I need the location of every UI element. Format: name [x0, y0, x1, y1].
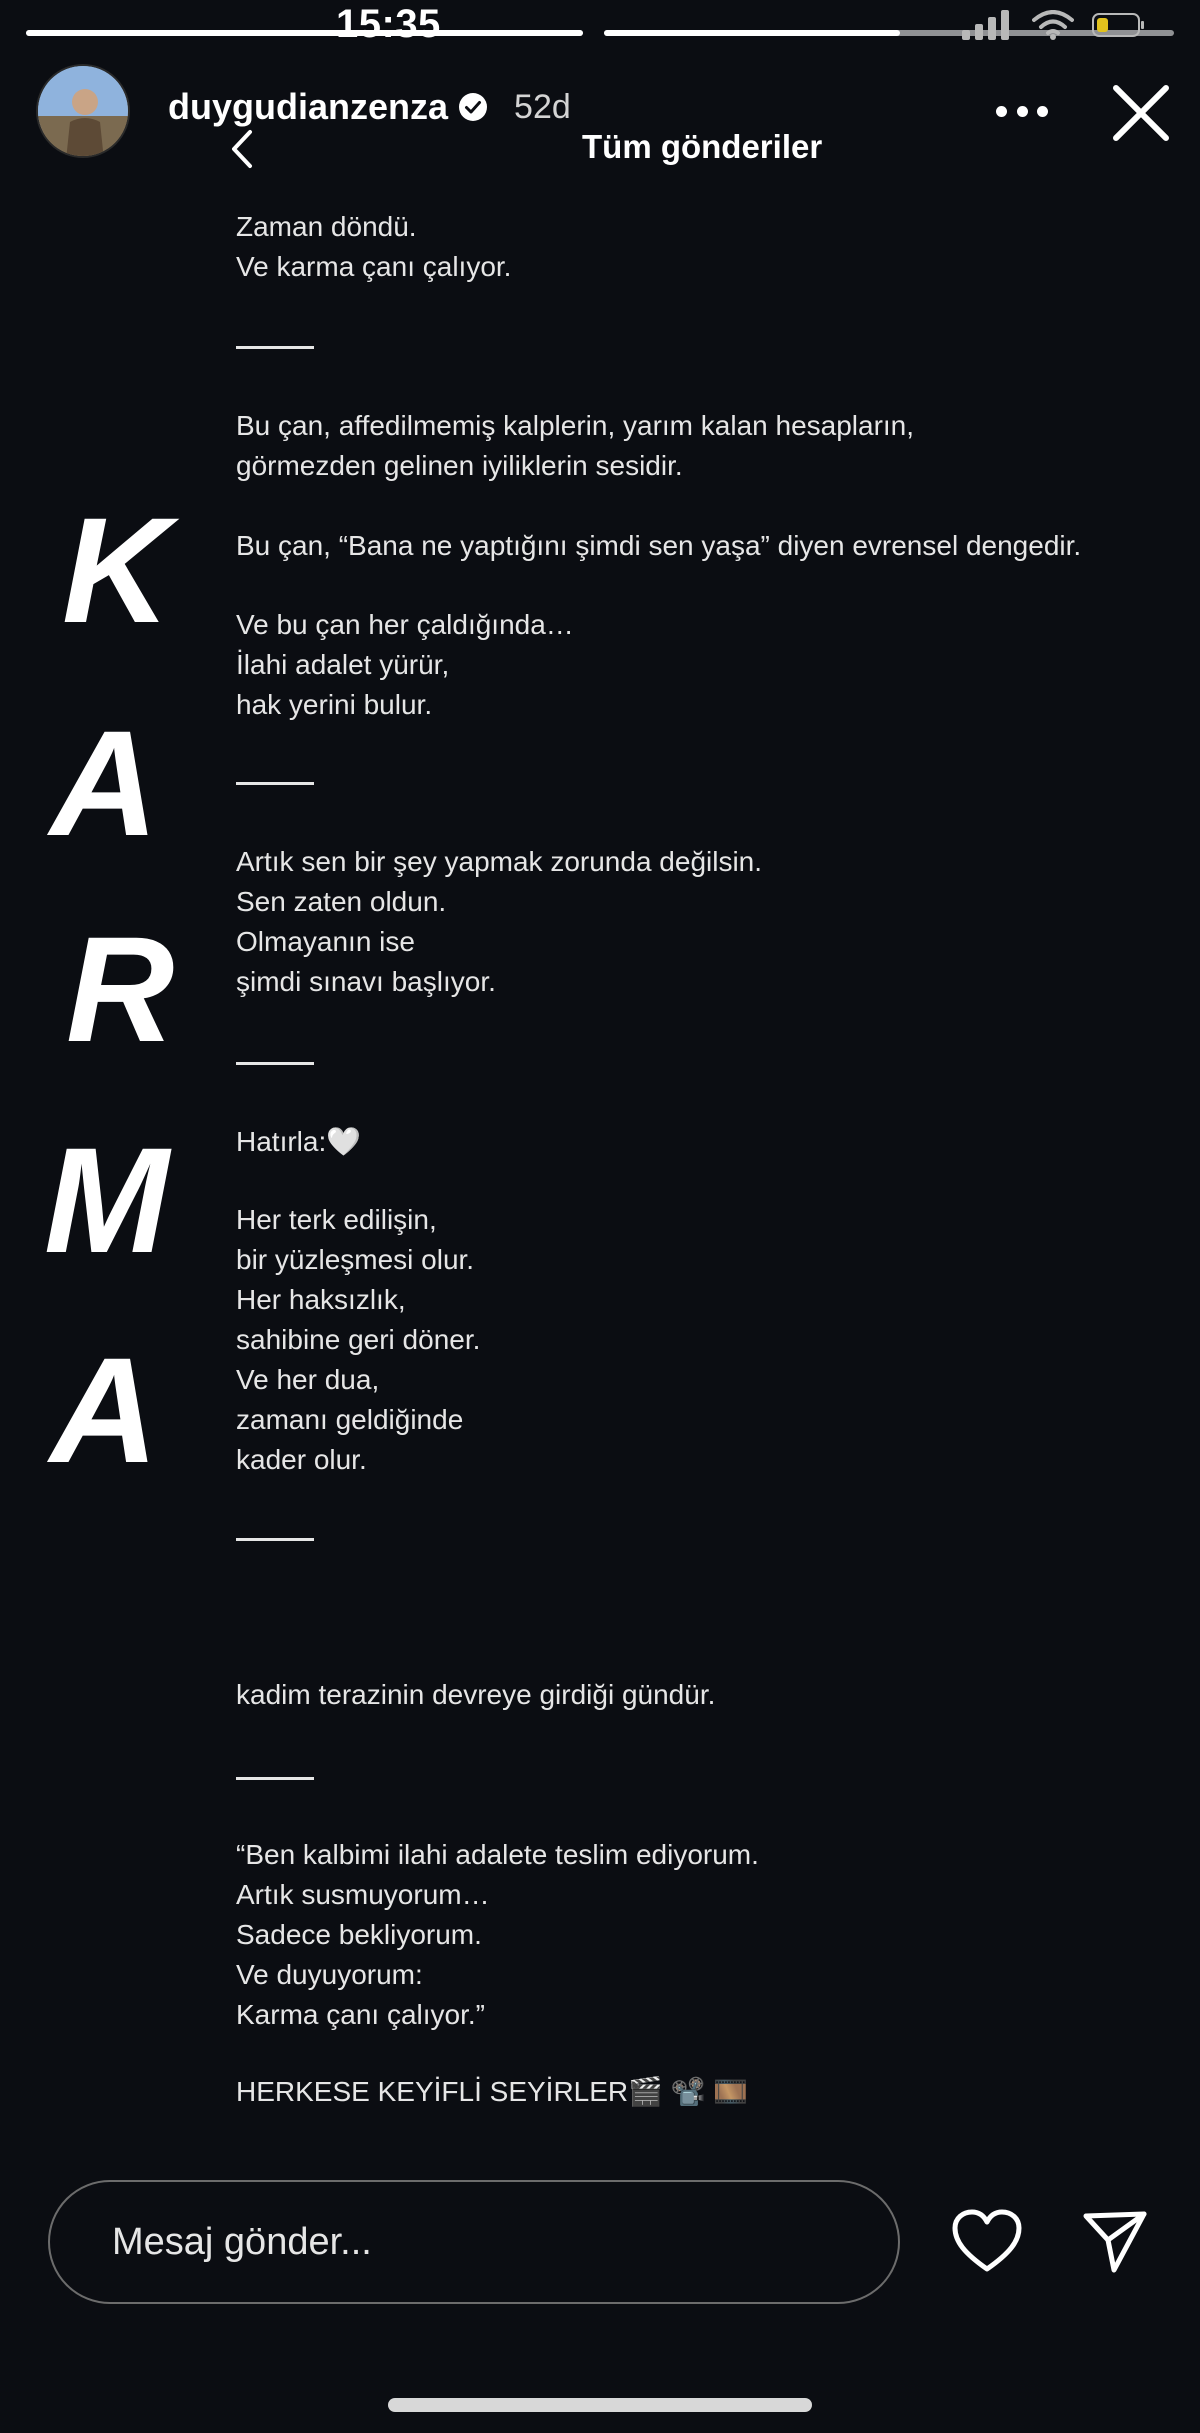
username-row[interactable] — [168, 86, 571, 128]
story-progress-fill-1 — [26, 30, 583, 36]
post-text-block-8: kadim terazinin devreye girdiği gündür. — [236, 1679, 716, 1710]
post-divider-2 — [236, 782, 314, 785]
karma-letter-r: R — [66, 905, 175, 1073]
status-clock: 15:35 — [336, 2, 441, 46]
send-icon[interactable] — [1080, 2206, 1150, 2276]
post-text-block-5: Artık sen bir şey yapmak zorunda değilsin. Sen zaten oldun. Olmayanın ise şimdi sınavı başlıyor. — [236, 846, 763, 997]
karma-letter-k: K — [62, 486, 171, 654]
post-divider-5 — [236, 1777, 314, 1780]
username[interactable]: duygudianzenza — [168, 86, 449, 127]
battery-level — [1097, 18, 1108, 32]
post-time-ago: 52d — [514, 87, 571, 126]
all-posts-title: Tüm gönderiler — [582, 128, 823, 165]
karma-letter-m: M — [44, 1116, 169, 1284]
status-icons — [962, 10, 1140, 40]
heart-icon[interactable] — [950, 2207, 1024, 2275]
battery-icon — [1092, 13, 1140, 37]
post-text-block-10: HERKESE KEYİFLİ SEYİRLER🎬 📽️ 🎞️ — [236, 2076, 749, 2107]
post-text-block-7: Her terk edilişin, bir yüzleşmesi olur. Her haksızlık, sahibine geri döner. Ve her dua, zamanı geldiğinde kader olur. — [236, 1204, 481, 1475]
post-divider-1 — [236, 346, 314, 349]
verified-badge-icon — [458, 92, 488, 122]
karma-letter-a: A — [50, 699, 159, 867]
more-options-icon[interactable] — [996, 106, 1048, 118]
post-divider-3 — [236, 1062, 314, 1065]
post-text-block-4: Ve bu çan her çaldığında… İlahi adalet yürür, hak yerini bulur. — [236, 609, 574, 720]
avatar-image — [38, 66, 130, 158]
post-text-block-2: Bu çan, affedilmemiş kalplerin, yarım kalan hesapların, görmezden gelinen iyiliklerin sesidir. — [236, 410, 915, 481]
chevron-left-icon[interactable] — [228, 128, 254, 170]
story-progress-fill-2 — [604, 30, 900, 36]
post-text-block-3: Bu çan, “Bana ne yaptığını şimdi sen yaşa” diyen evrensel dengedir. — [236, 530, 1082, 561]
close-icon[interactable] — [1110, 82, 1172, 144]
story-progress-bar-1 — [26, 30, 583, 36]
home-indicator[interactable] — [388, 2398, 812, 2412]
post-text-block-1: Zaman döndü. Ve karma çanı çalıyor. — [236, 211, 512, 282]
post-text-block-9: “Ben kalbimi ilahi adalete teslim ediyorum. Artık susmuyorum… Sadece bekliyorum. Ve duyuyorum: Karma çanı çalıyor.” — [236, 1839, 759, 2030]
post-divider-4 — [236, 1538, 314, 1541]
wifi-icon — [1032, 10, 1074, 40]
avatar[interactable] — [36, 64, 130, 158]
cellular-signal-icon — [962, 10, 1014, 40]
karma-letter-a-2: A — [50, 1326, 159, 1494]
post-text-block-6: Hatırla:🤍 — [236, 1126, 362, 1157]
message-input[interactable] — [48, 2180, 900, 2304]
